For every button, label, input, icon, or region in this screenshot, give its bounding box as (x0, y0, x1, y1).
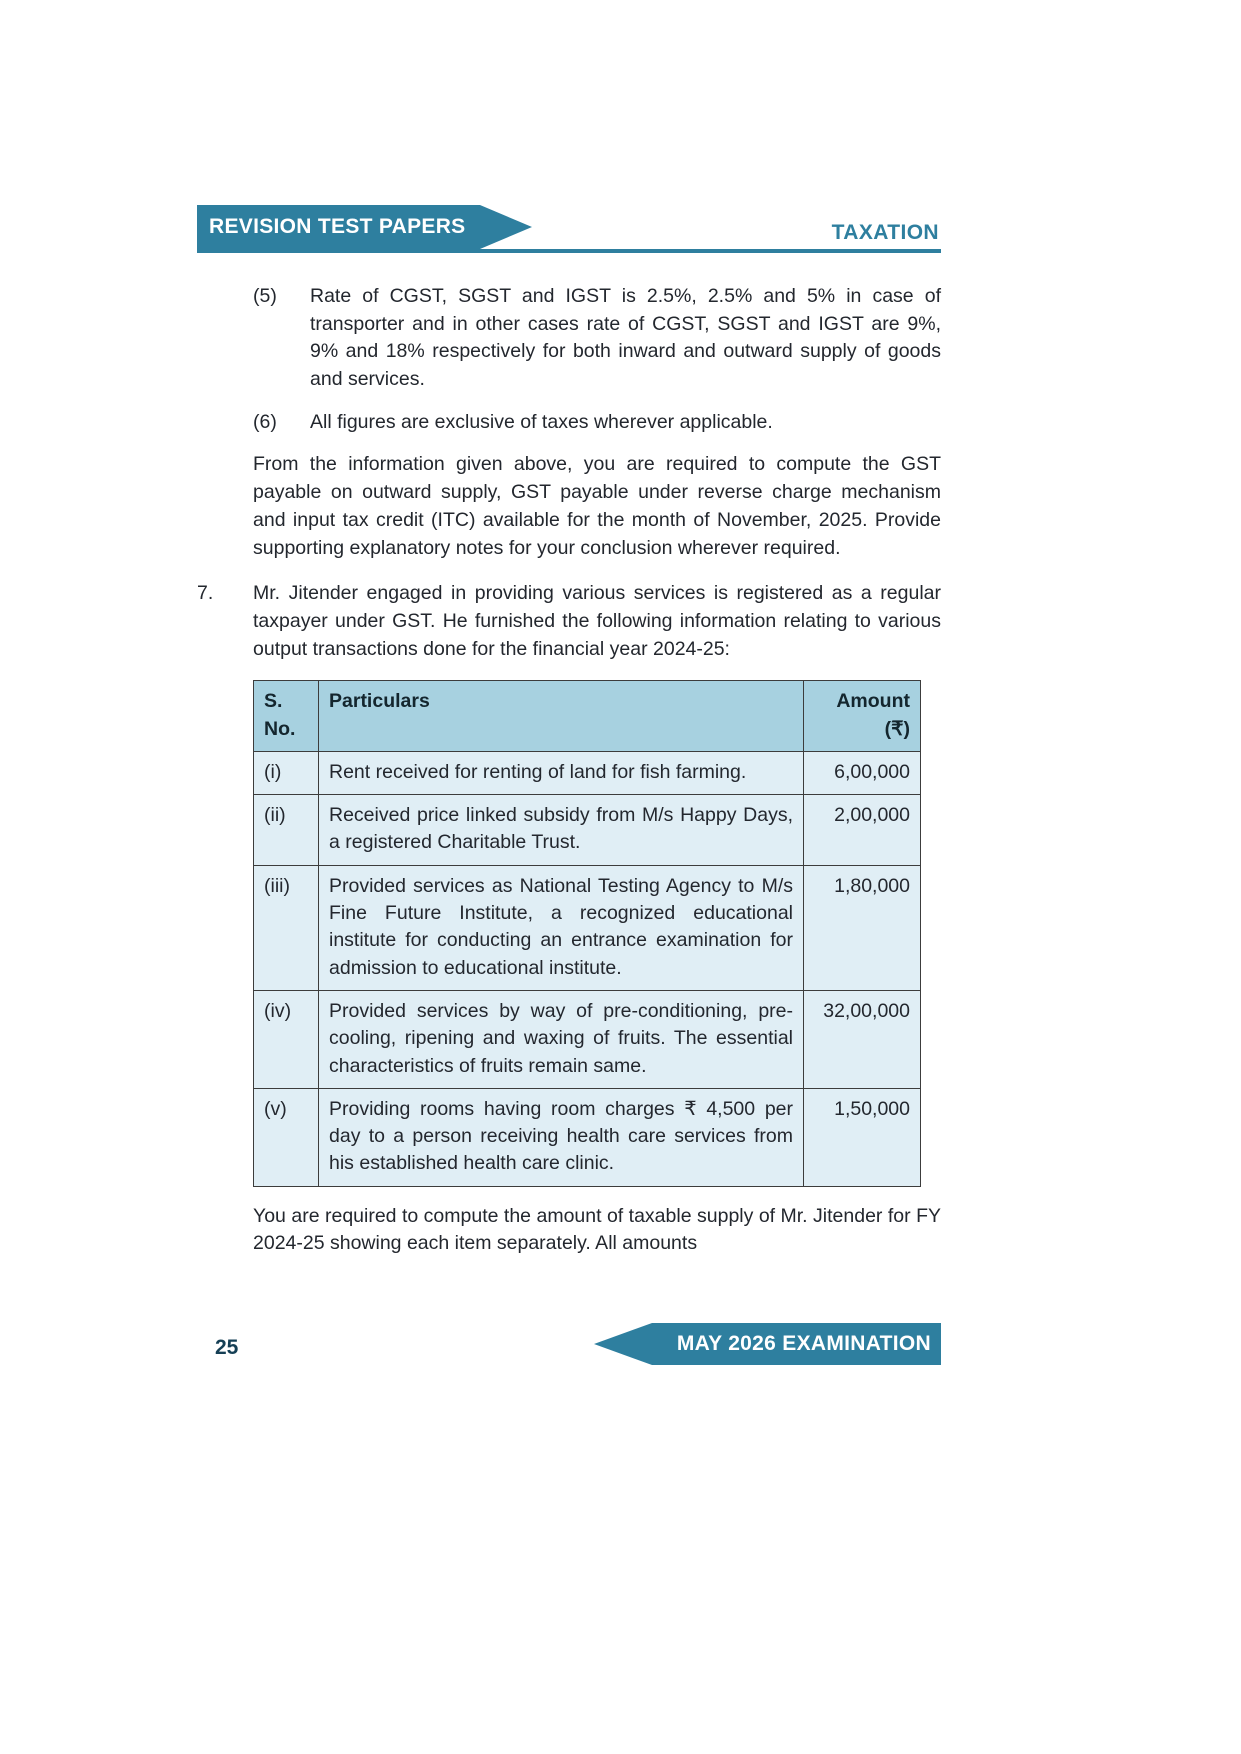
table-row (254, 990, 921, 1088)
table-row (254, 751, 921, 794)
table-row (254, 1088, 921, 1186)
cell-particulars: Received price linked subsidy from M/s Happy Days, a registered Charitable Trust. (319, 795, 804, 866)
header-banner-title: REVISION TEST PAPERS (197, 205, 480, 249)
cell-amount: 2,00,000 (804, 795, 921, 866)
cell-sno: (iv) (254, 990, 319, 1088)
header-banner (197, 205, 532, 249)
page-header (197, 205, 941, 253)
list-item-5 (253, 283, 941, 394)
footer-banner (594, 1323, 941, 1365)
cell-particulars: Providing rooms having room charges ₹ 4,500 per day to a person receiving health care services from his established health care clinic. (319, 1088, 804, 1186)
table-row (254, 865, 921, 990)
cell-sno: (i) (254, 751, 319, 794)
cell-particulars: Provided services by way of pre-conditioning, pre-cooling, ripening and waxing of fruits. The essential characteristics of fruits remain same. (319, 990, 804, 1088)
question-number: 7. (197, 582, 214, 605)
cell-amount: 6,00,000 (804, 751, 921, 794)
question-7 (197, 580, 941, 663)
cell-sno: (ii) (254, 795, 319, 866)
cell-particulars: Rent received for renting of land for fish farming. (319, 751, 804, 794)
list-item-text: Rate of CGST, SGST and IGST is 2.5%, 2.5% and 5% in case of transporter and in other cases rate of CGST, SGST and IGST are 9%, 9% and 18% respectively for both inward and outward supply of goods and services. (310, 285, 941, 391)
page-number: 25 (215, 1336, 239, 1359)
arrow-left-icon (594, 1323, 652, 1365)
cell-amount: 32,00,000 (804, 990, 921, 1088)
question-text: Mr. Jitender engaged in providing various services is registered as a regular taxpayer under GST. He furnished the following information relating to various output transactions done for the financial year 2024-25: (253, 582, 941, 660)
column-header-amount: Amount (₹) (804, 681, 921, 752)
cell-amount: 1,50,000 (804, 1088, 921, 1186)
arrow-right-icon (480, 205, 532, 249)
header-rule (197, 249, 941, 253)
cell-sno: (iii) (254, 865, 319, 990)
list-item-number: (5) (253, 285, 277, 307)
list-item-text: All figures are exclusive of taxes wherever applicable. (310, 410, 773, 433)
cell-amount: 1,80,000 (804, 865, 921, 990)
list-item-6 (253, 409, 941, 437)
document-page (197, 205, 941, 1276)
transactions-table (253, 680, 921, 1186)
cell-particulars: Provided services as National Testing Agency to M/s Fine Future Institute, a recognized educational institute for conducting an entrance examination for admission to educational institute. (319, 865, 804, 990)
table-header-row (254, 681, 921, 752)
header-subject-label: TAXATION (831, 221, 939, 244)
footer-banner-title: MAY 2026 EXAMINATION (652, 1323, 941, 1365)
column-header-sno: S. No. (254, 681, 319, 752)
instruction-paragraph: From the information given above, you are required to compute the GST payable on outward supply, GST payable under reverse charge mechanism and input tax credit (ITC) available for the month of November, 2025. Provide supporting explanatory notes for your conclusion wherever required. (253, 453, 941, 559)
cell-sno: (v) (254, 1088, 319, 1186)
table-row (254, 795, 921, 866)
closing-paragraph: You are required to compute the amount of taxable supply of Mr. Jitender for FY 2024-25 showing each item separately. All amounts (253, 1204, 941, 1255)
column-header-particulars: Particulars (319, 681, 804, 752)
list-item-number: (6) (253, 410, 277, 433)
